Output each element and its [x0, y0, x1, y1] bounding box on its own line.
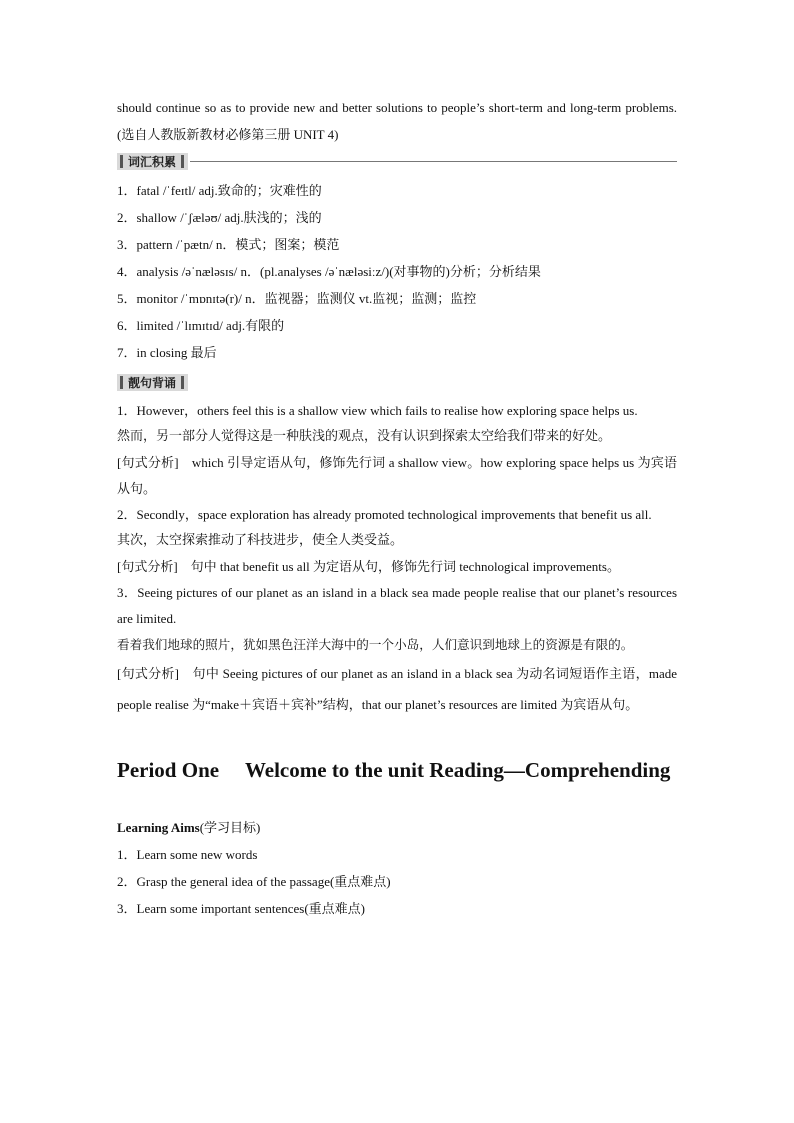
intro-paragraph: should continue so as to provide new and better solutions to people’s short-term and long-term problems.(选自人教版新教材必修第三册 UNIT 4) — [117, 100, 677, 142]
tag-bar-icon — [120, 376, 123, 389]
vocab-item: 4．analysis /əˈnæləsɪs/ n．(pl.analyses /əˈnæləsiːz/)(对事物的)分析；分析结果 — [117, 264, 541, 279]
vocab-item: 6．limited /ˈlɪmɪtɪd/ adj.有限的 — [117, 318, 285, 333]
sentence-english: 3．Seeing pictures of our planet as an island in a black sea made people realise that our planet’s resources are limited. — [117, 585, 677, 626]
aim-item: 2．Grasp the general idea of the passage(重点难点) — [117, 874, 391, 889]
tag-bar-icon — [120, 155, 123, 168]
tag-bar-icon — [181, 155, 184, 168]
vocab-list — [117, 177, 677, 366]
vocab-item: 1．fatal /ˈfeɪtl/ adj.致命的；灾难性的 — [117, 183, 322, 198]
vocab-section-title: 词汇积累 — [128, 154, 177, 169]
vocab-item: 3．pattern /ˈpætn/ n．模式；图案；模范 — [117, 237, 340, 252]
sentences-section-title: 靓句背诵 — [128, 375, 177, 390]
vocab-item: 2．shallow /ˈʃæləʊ/ adj.肤浅的；浅的 — [117, 210, 322, 225]
document-page — [117, 94, 677, 922]
sentence-block — [117, 398, 677, 502]
sentence-analysis: [句式分析] which 引导定语从句，修饰先行词 a shallow view。how exploring space helps us 为宾语从句。 — [117, 455, 677, 496]
vocab-section-header — [117, 151, 677, 171]
section-divider — [190, 161, 677, 162]
period-title: Period One Welcome to the unit Reading—Comprehending — [117, 758, 671, 782]
learning-aims-list — [117, 841, 677, 922]
learning-aims-title-zh: (学习目标) — [199, 820, 261, 835]
sentence-block — [117, 580, 677, 720]
sentence-chinese: 然而，另一部分人觉得这是一种肤浅的观点，没有认识到探索太空给我们带来的好处。 — [117, 429, 612, 444]
vocab-section-tag — [117, 153, 188, 170]
tag-bar-icon — [181, 376, 184, 389]
sentence-analysis: [句式分析] 句中 that benefit us all 为定语从句，修饰先行词 technological improvements。 — [117, 559, 620, 574]
sentences-section-header — [117, 372, 677, 392]
sentence-chinese: 看着我们地球的照片，犹如黑色汪洋大海中的一个小岛，人们意识到地球上的资源是有限的。 — [117, 637, 634, 652]
sentence-analysis: [句式分析] 句中 Seeing pictures of our planet as an island in a black sea 为动名词短语作主语，made people realise 为“make＋宾语＋宾补”结构，that our planet’s resources are limited 为宾语从句。 — [117, 666, 677, 712]
learning-aims-title-en: Learning Aims — [117, 820, 200, 835]
vocab-item: 5．monitor /ˈmɒnɪtə(r)/ n．监视器；监测仪 vt.监视；监测；监控 — [117, 291, 477, 306]
sentence-chinese: 其次，太空探索推动了科技进步，使全人类受益。 — [117, 533, 404, 548]
learning-aims-title — [117, 814, 677, 841]
aim-item: 1．Learn some new words — [117, 847, 258, 862]
vocab-item: 7．in closing 最后 — [117, 345, 217, 360]
aim-item: 3．Learn some important sentences(重点难点) — [117, 901, 366, 916]
sentences-section-tag — [117, 374, 188, 391]
sentence-english: 2．Secondly，space exploration has already promoted technological improvements that benefit us all. — [117, 507, 652, 522]
sentence-english: 1．However，others feel this is a shallow view which fails to realise how exploring space helps us. — [117, 403, 638, 418]
sentence-block — [117, 502, 677, 580]
